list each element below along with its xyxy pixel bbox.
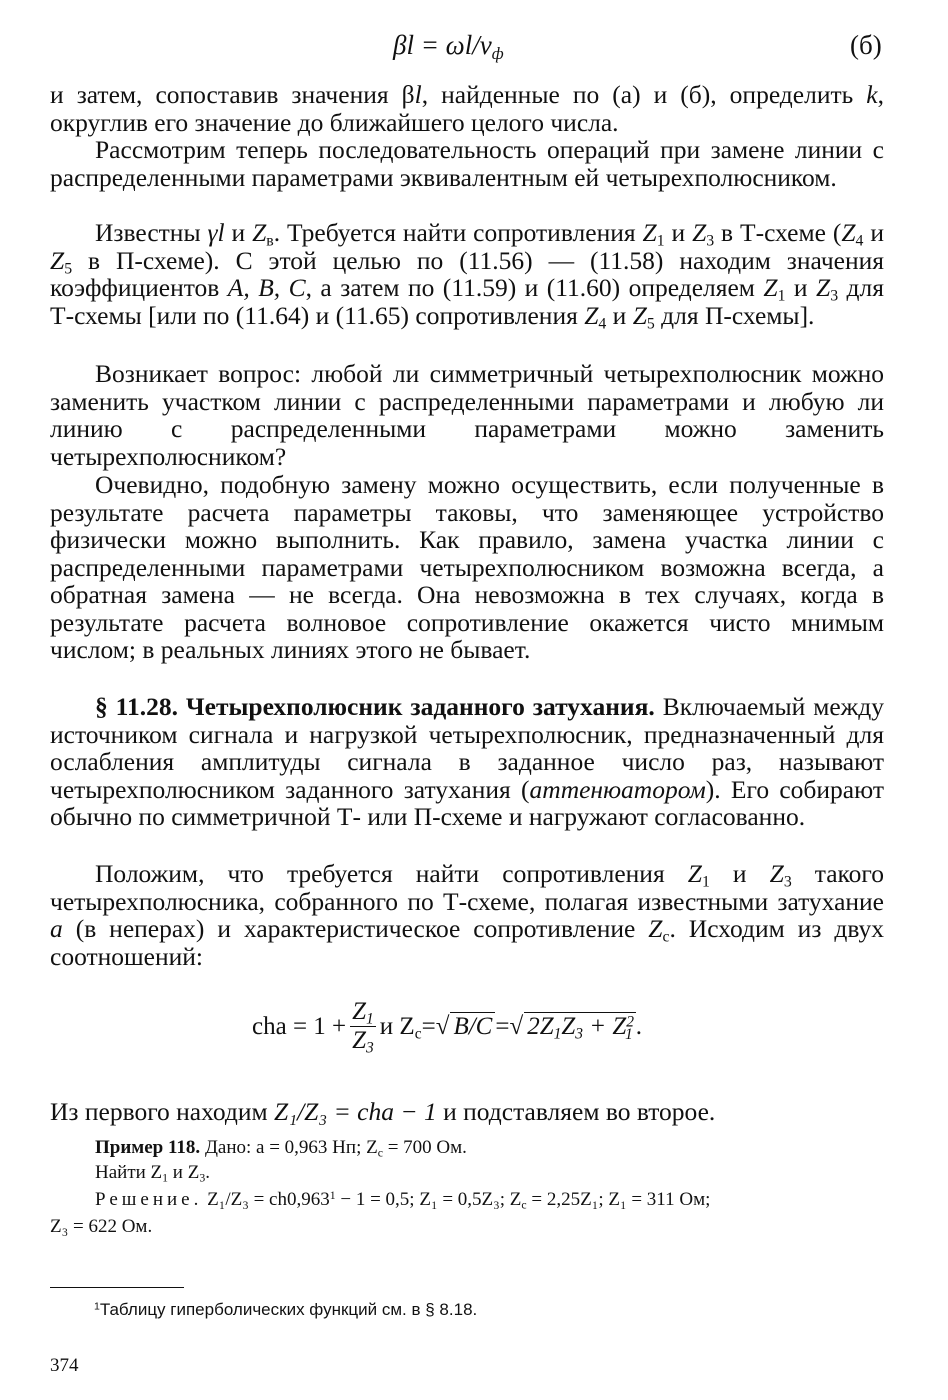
paragraph-5: Очевидно, подобную замену можно осуществить, если полученные в результате расчета параметры таковы, что заменяющее устройство физически можно выполнить. Как правило, замена участка линии с распределенными параметрами четырехполюсником возможна всегда, а обратная замена — не всегда. Она невозможна в тех случаях, когда в результате расчета волновое сопротивление окажется чисто мнимым числом; в реальных линиях этого не бывает. [50,470,884,664]
example-118-given: Пример 118. Дано: a = 0,963 Нп; $Z_c = 700$ Ом. [95,1137,467,1160]
sqrt-2z1z3: $2Z_1Z_3 + Z^2_1$ [524,1012,636,1041]
example-title: Пример 118. [95,1137,201,1158]
footnote: $^1$Таблицу гиперболических функций см. в § 8.18. [94,1300,478,1319]
example-118-solution: Решение. $Z_1/Z_3 = ch0,963^1 - 1 = 0,5$; Z₁ = 0,5Z₃; $Z_c = 2,25Z_1$; Z₁ = 311 Ом; [95,1189,711,1212]
formula-main: cha = 1 + $\frac{Z_1}{Z_3}$ и $Z_c$ = √ B/C = √ $2Z_1Z_3 + Z^2_1$ . [252,998,643,1057]
paragraph-4: Возникает вопрос: любой ли симметричный четырехполюсник можно заменить участком линии с распределенными параметрами и любую ли линию с распределенными параметрами можно заменить четырехполюсником? [50,359,884,471]
section-heading: § 11.28. Четырехполюсник заданного затухания. [95,692,655,721]
fraction-z1-z3: $\frac{Z_1}{Z_3}$ [352,998,374,1057]
example-118-find: Найти $Z_1$ и $Z_3$. [95,1162,210,1185]
paragraph-1: и затем, сопоставив значения βl, найденные по (а) и (б), определить k, округлив его значение до ближайшего целого числа. [50,80,884,137]
sqrt-b-over-c: B/C [450,1012,495,1041]
paragraph-7: Из первого находим Z₁/Z₃ = cha − 1 и подставляем во второе. [50,1097,716,1126]
example-118-solution-end: Z₃ = 622 Ом. [50,1216,153,1237]
solution-label: Решение. [95,1189,203,1210]
formula-b-expression: $\beta l = \omega l/v_ф$ [393,30,504,64]
page-number: 374 [50,1355,79,1376]
formula-b-number: (б) [850,30,882,60]
footnote-rule [50,1287,184,1288]
paragraph-6: Положим, что требуется найти сопротивления $Z_1$ и $Z_3$ такого четырехполюсника, собранного по Т-схеме, полагая известными затухание a (в неперах) и характеристическое сопротивление $Z_c$. Исходим из двух соотношений: [50,859,884,971]
section-11-28: § 11.28. Четырехполюсник заданного затухания. Включаемый между источником сигнала и нагрузкой четырехполюсник, предназначенный для ослабления амплитуды сигнала в заданное число раз, называют четырехполюсником заданного затухания (аттенюатором). Его собирают обычно по симметричной Т- или П-схеме и нагружают согласованно. [50,692,884,831]
paragraph-3: Известны γl и $Z_в$. Требуется найти сопротивления $Z_1$ и $Z_3$ в Т-схеме ($Z_4$ и $Z_5$ в П-схеме). С этой целью по (11.56) — (11.58) находим значения коэффициентов A, B, C, а затем по (11.59) и (11.60) определяем $Z_1$ и $Z_3$ для Т-схемы [или по (11.64) и (11.65) сопротивления $Z_4$ и $Z_5$ для П-схемы]. [50,218,884,333]
paragraph-2: Рассмотрим теперь последовательность операций при замене линии с распределенными параметрами эквивалентным ей четырехполюсником. [50,135,884,192]
